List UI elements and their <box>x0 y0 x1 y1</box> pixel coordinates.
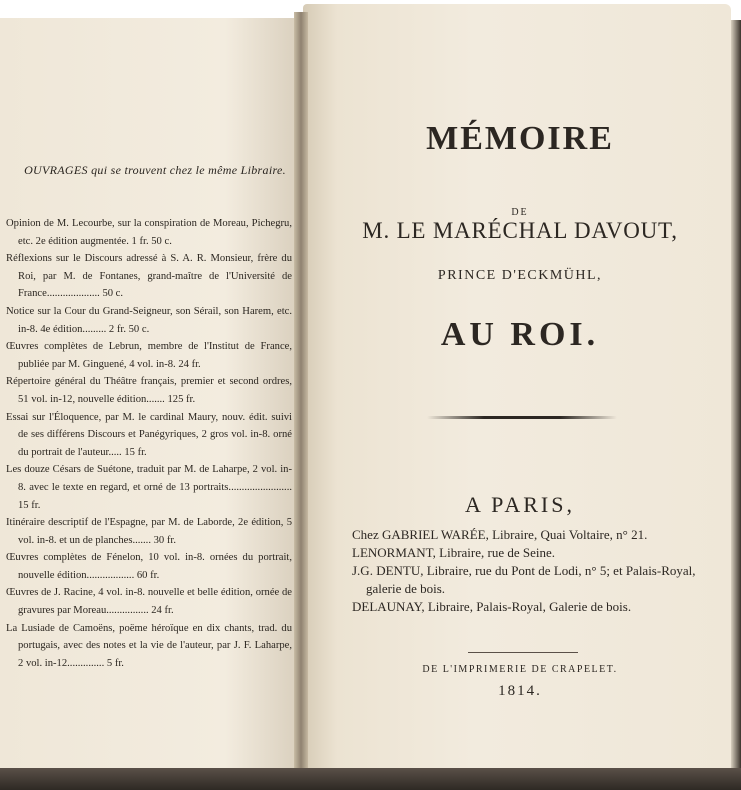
book-gutter <box>294 12 308 772</box>
works-list <box>4 215 292 672</box>
dedication: AU ROI. <box>440 316 600 353</box>
author-title: PRINCE D'ECKMÜHL, <box>437 268 603 283</box>
list-item: Notice sur la Cour du Grand-Seigneur, son Sérail, son Harem, etc. in-8. 4e édition......... 2 fr. 50 c. <box>6 305 292 335</box>
list-item: Opinion de M. Lecourbe, sur la conspiration de Moreau, Pichegru, etc. 2e édition augmentée. 1 fr. 50 c. <box>6 218 292 247</box>
list-item: Œuvres de J. Racine, 4 vol. in-8. nouvelle et belle édition, ornée de gravures par Moreau................ 24 fr. <box>6 587 292 617</box>
title-page <box>303 4 731 770</box>
list-item: La Lusiade de Camoëns, poëme héroïque en dix chants, trad. du portugais, avec des notes et la vie de l'auteur, par J. F. Laharpe, 2 vol. in-12.............. 5 fr. <box>6 622 292 669</box>
works-list-heading: OUVRAGES qui se trouvent chez le même Libraire. <box>24 163 286 177</box>
publisher-line: LENORMANT, Libraire, rue de Seine. <box>352 545 556 560</box>
publisher-line: J.G. DENTU, Libraire, rue du Pont de Lodi, n° 5; et Palais-Royal, galerie de bois. <box>352 563 696 596</box>
imprint-city: A PARIS, <box>464 492 575 517</box>
title-de: DE <box>511 207 529 218</box>
printer-line: DE L'IMPRIMERIE DE CRAPELET. <box>422 664 618 675</box>
list-item: Œuvres complètes de Fénelon, 10 vol. in-8. ornées du portrait, nouvelle édition.................. 60 fr. <box>6 552 292 581</box>
list-item: Essai sur l'Éloquence, par M. le cardinal Maury, nouv. édit. suivi de ses différens Discours et Panégyriques, 2 gros vol. in-8. orné du portrait de l'auteur..... 15 fr. <box>6 411 292 458</box>
publication-year: 1814. <box>498 683 542 699</box>
title: MÉMOIRE <box>426 120 614 157</box>
list-item: Répertoire général du Théâtre français, premier et second ordres, 51 vol. in-12, nouvelle édition....... 125 fr. <box>6 376 292 405</box>
publishers-list <box>352 526 702 616</box>
page-edge <box>731 20 741 770</box>
book-cover-edge <box>0 768 741 790</box>
publisher-line: Chez GABRIEL WARÉE, Libraire, Quai Voltaire, n° 21. <box>352 527 648 542</box>
list-item: Itinéraire descriptif de l'Espagne, par M. de Laborde, 2e édition, 5 vol. in-8. et un de planches....... 30 fr. <box>6 517 292 546</box>
divider <box>468 652 578 653</box>
list-item: Les douze Césars de Suétone, traduit par M. de Laharpe, 2 vol. in-8. avec le texte en regard, et orné de 13 portraits........................ 15 fr. <box>6 464 292 511</box>
author-name: M. LE MARÉCHAL DAVOUT, <box>362 218 678 243</box>
ornamental-rule <box>427 416 617 419</box>
publisher-line: DELAUNAY, Libraire, Palais-Royal, Galerie de bois. <box>352 599 632 614</box>
list-item: Œuvres complètes de Lebrun, membre de l'Institut de France, publiée par M. Ginguené, 4 vol. in-8. 24 fr. <box>6 341 292 370</box>
list-item: Réflexions sur le Discours adressé à S. A. R. Monsieur, frère du Roi, par M. de Fontanes, grand-maître de l'Université de France.................... 50 c. <box>6 253 292 300</box>
